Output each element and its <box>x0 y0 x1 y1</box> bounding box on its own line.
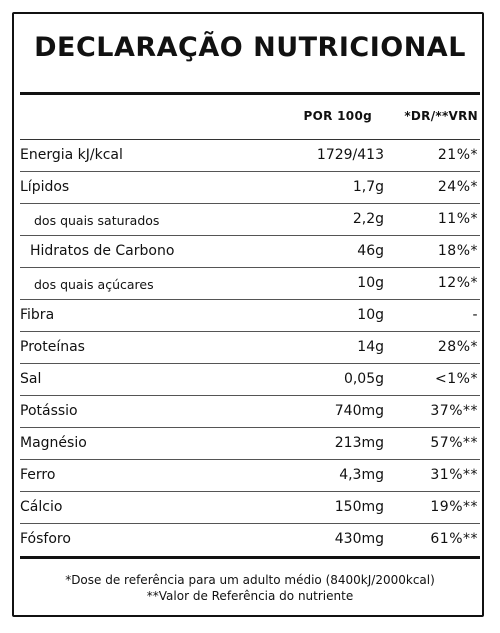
row-name: Fósforo <box>20 531 71 547</box>
row-dr: 61%** <box>430 531 478 547</box>
row-dr: - <box>472 307 478 323</box>
row-name: Lípidos <box>20 179 70 195</box>
row-name: Hidratos de Carbono <box>30 243 175 259</box>
row-dr: 11%* <box>437 211 478 227</box>
table-row-acucares <box>20 268 480 300</box>
row-value: 10g <box>357 307 384 323</box>
row-name: Magnésio <box>20 435 87 451</box>
footnote-dr: *Dose de referência para um adulto médio (8400kJ/2000kcal) <box>65 573 435 587</box>
header-divider <box>20 92 480 95</box>
row-value: 1,7g <box>352 179 384 195</box>
row-name: dos quais saturados <box>34 213 160 228</box>
row-value: 213mg <box>334 435 384 451</box>
row-name: Cálcio <box>20 499 63 515</box>
table-row-ferro <box>20 460 480 492</box>
row-value: 2,2g <box>352 211 384 227</box>
footnotes <box>0 572 500 604</box>
table-row-magnesio <box>20 428 480 460</box>
table-row-hidratos <box>20 236 480 268</box>
row-dr: 31%** <box>430 467 478 483</box>
column-header-dr: *DR/**VRN <box>404 109 478 123</box>
row-dr: 12%* <box>437 275 478 291</box>
row-value: 10g <box>357 275 384 291</box>
row-value: 1729/413 <box>316 147 384 163</box>
row-dr: 28%* <box>437 339 478 355</box>
row-dr: 21%* <box>437 147 478 163</box>
row-value: 150mg <box>334 499 384 515</box>
row-name: dos quais açúcares <box>34 277 154 292</box>
row-dr: <1%* <box>435 371 478 387</box>
footer-divider <box>20 556 480 559</box>
row-name: Potássio <box>20 403 78 419</box>
table-row-saturados <box>20 204 480 236</box>
table-row-proteinas <box>20 332 480 364</box>
table-row-sal <box>20 364 480 396</box>
row-dr: 19%** <box>430 499 478 515</box>
row-dr: 37%** <box>430 403 478 419</box>
table-row-fosforo <box>20 524 480 556</box>
row-name: Energia kJ/kcal <box>20 147 123 163</box>
row-dr: 18%* <box>437 243 478 259</box>
row-dr: 24%* <box>437 179 478 195</box>
row-value: 740mg <box>334 403 384 419</box>
row-name: Ferro <box>20 467 56 483</box>
table-row-lipidos <box>20 172 480 204</box>
table-row-calcio <box>20 492 480 524</box>
table-row-potassio <box>20 396 480 428</box>
row-value: 4,3mg <box>339 467 384 483</box>
footnote-vrn: **Valor de Referência do nutriente <box>146 589 354 603</box>
row-name: Proteínas <box>20 339 85 355</box>
page-title: DECLARAÇÃO NUTRICIONAL <box>34 32 466 63</box>
row-value: 430mg <box>334 531 384 547</box>
table-row-energia <box>20 140 480 172</box>
row-value: 0,05g <box>343 371 384 387</box>
row-value: 46g <box>357 243 384 259</box>
row-name: Fibra <box>20 307 55 323</box>
row-name: Sal <box>20 371 42 387</box>
row-value: 14g <box>357 339 384 355</box>
row-dr: 57%** <box>430 435 478 451</box>
table-row-fibra <box>20 300 480 332</box>
column-header-per100: POR 100g <box>303 109 372 123</box>
